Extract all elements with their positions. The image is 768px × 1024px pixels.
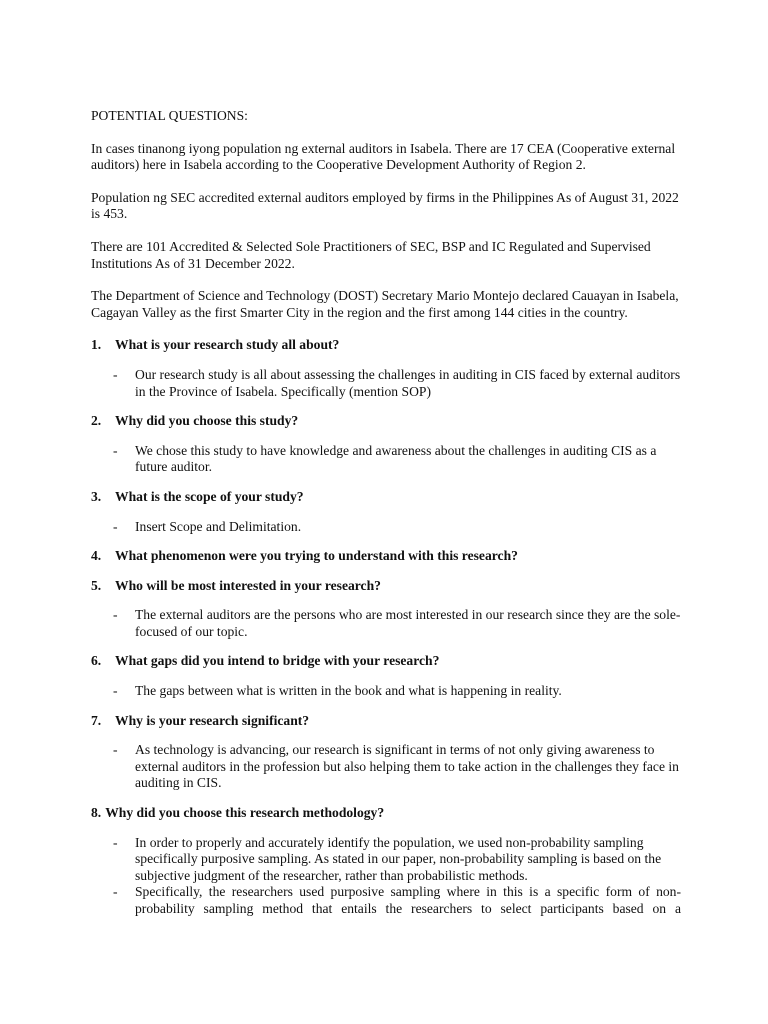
document-heading: POTENTIAL QUESTIONS: [91,108,248,123]
question-number: 2. [91,413,102,429]
question-number: 5. [91,577,102,593]
question-3 [91,489,681,506]
question-1 [91,337,681,354]
bullet-dash: - [113,834,118,850]
question-4 [91,548,681,565]
question-8 [91,805,681,822]
answer-text: The external auditors are the persons who are most interested in our research since they are the sole-focused of our topic. [135,607,681,639]
answer-text: Insert Scope and Delimitation. [135,518,302,534]
intro-paragraph-dost: The Department of Science and Technology (DOST) Secretary Mario Montejo declared Cauayan in Isabela, Cagayan Valley as the first Smarter City in the region and the first among 144 cities in the country. [91,288,679,320]
question-text: What phenomenon were you trying to understand with this research? [115,548,518,564]
question-text: Why did you choose this research methodology? [105,805,385,821]
bullet-dash: - [113,442,118,458]
question-number: 4. [91,548,102,564]
bullet-dash: - [113,366,118,382]
question-number: 3. [91,488,102,504]
answer-8b [113,884,681,917]
answer-7 [113,742,681,792]
bullet-dash: - [113,518,118,534]
question-text: Why did you choose this study? [115,413,299,429]
bullet-dash: - [113,884,118,900]
question-2 [91,413,681,430]
question-text: What is your research study all about? [115,337,340,353]
answer-3 [113,519,681,536]
question-number: 6. [91,653,102,669]
answer-text: In order to properly and accurately identify the population, we used non-probability sampling specifically purposive sampling. As stated in our paper, non-probability sampling is based on the subjective judgment of the researcher, rather than probabilistic methods. [135,834,662,883]
question-text: What is the scope of your study? [115,488,304,504]
question-text: Who will be most interested in your research? [115,577,381,593]
answer-text: Specifically, the researchers used purposive sampling where in this is a specific form of non-probability sampling method that entails the researchers to select participants based on a [135,884,681,916]
intro-paragraph-practitioners: There are 101 Accredited & Selected Sole Practitioners of SEC, BSP and IC Regulated and Supervised Institutions As of 31 December 2022. [91,238,651,271]
answer-text: We chose this study to have knowledge and awareness about the challenges in auditing CIS as a future auditor. [135,442,657,475]
answer-5 [113,607,681,640]
answer-1 [113,367,681,400]
answer-2 [113,443,681,476]
question-7 [91,713,681,730]
question-number: 8. [91,805,102,821]
answer-8a [113,835,681,885]
document-page [91,108,681,918]
question-number: 1. [91,337,102,353]
bullet-dash: - [113,742,118,758]
question-number: 7. [91,712,102,728]
intro-paragraph-cea: In cases tinanong iyong population ng external auditors in Isabela. There are 17 CEA (Cooperative external auditors) here in Isabela according to the Cooperative Development Authority of Region 2. [91,140,676,173]
intro-paragraph-sec: Population ng SEC accredited external auditors employed by firms in the Philippines As of August 31, 2022 is 453. [91,189,679,222]
answer-text: Our research study is all about assessing the challenges in auditing in CIS faced by external auditors in the Province of Isabela. Specifically (mention SOP) [135,366,681,399]
question-5 [91,578,681,595]
question-6 [91,653,681,670]
question-text: What gaps did you intend to bridge with your research? [115,653,440,669]
bullet-dash: - [113,607,118,623]
answer-text: The gaps between what is written in the book and what is happening in reality. [135,683,562,699]
bullet-dash: - [113,683,118,699]
question-text: Why is your research significant? [115,712,310,728]
answer-text: As technology is advancing, our research is significant in terms of not only giving awareness to external auditors in the profession but also helping them to take action in the challenges they face in auditing in CIS. [135,742,679,791]
answer-6 [113,683,681,700]
